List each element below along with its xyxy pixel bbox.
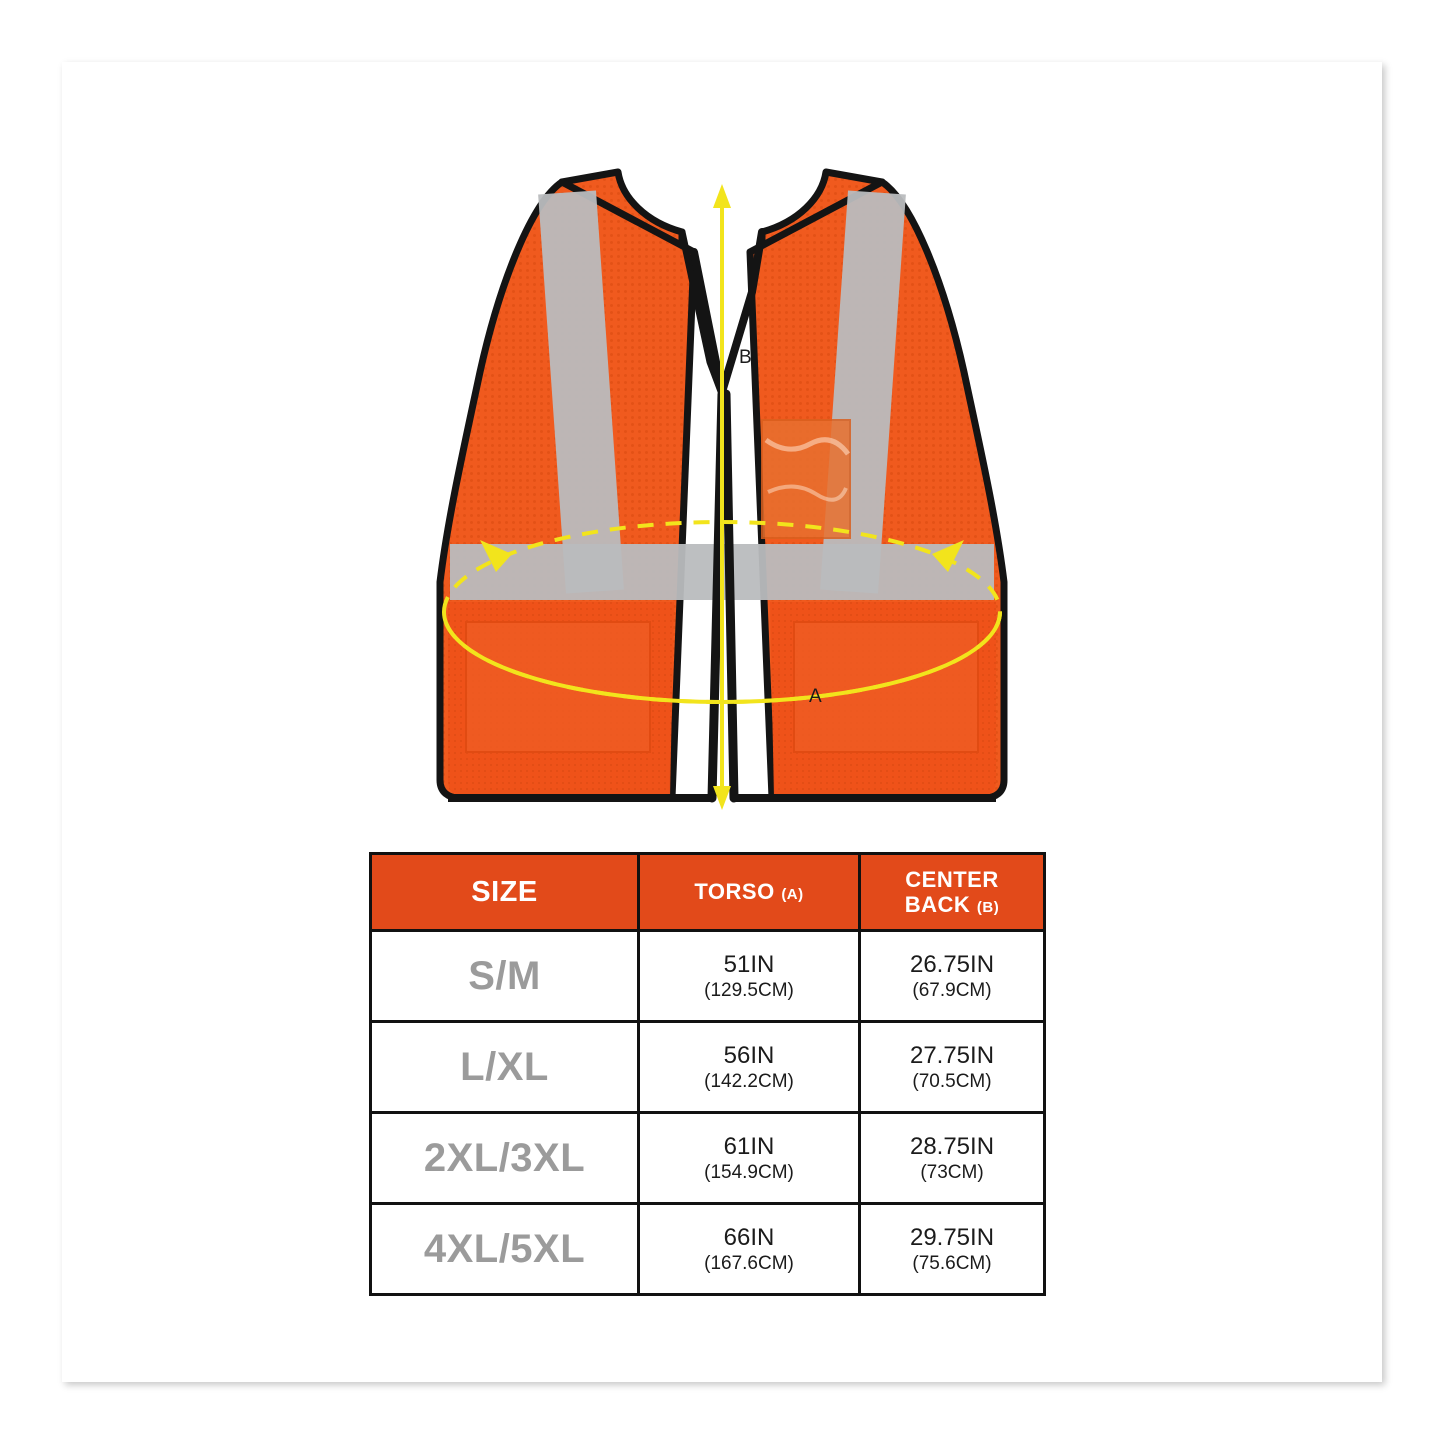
cell-torso xyxy=(639,1204,860,1295)
cell-center-back xyxy=(860,1113,1045,1204)
cell-torso-in: 66IN xyxy=(723,1223,775,1251)
vest-graphic xyxy=(62,162,1382,822)
cell-size: S/M xyxy=(371,931,639,1022)
cell-center-back-in: 28.75IN xyxy=(909,1132,995,1160)
table-row xyxy=(371,931,1045,1022)
id-badge-pocket xyxy=(762,420,850,538)
cell-torso-in: 61IN xyxy=(723,1132,775,1160)
cell-torso xyxy=(639,1113,860,1204)
header-size: SIZE xyxy=(371,854,639,931)
size-chart-table xyxy=(369,852,1046,1296)
vest-illustration xyxy=(62,162,1382,822)
cell-center-back-in: 27.75IN xyxy=(909,1041,995,1069)
table-row xyxy=(371,1204,1045,1295)
cell-center-back-cm: (67.9CM) xyxy=(912,980,992,1002)
table-row xyxy=(371,1022,1045,1113)
cell-torso-in: 51IN xyxy=(723,950,775,978)
cell-torso-in: 56IN xyxy=(723,1041,775,1069)
cell-size: 2XL/3XL xyxy=(371,1113,639,1204)
header-center-back-key: (B) xyxy=(976,899,1000,916)
cell-torso xyxy=(639,931,860,1022)
cell-torso-cm: (142.2CM) xyxy=(704,1071,794,1093)
dimension-label-a: A xyxy=(809,686,822,707)
cell-center-back-cm: (73CM) xyxy=(920,1162,984,1184)
cell-center-back-cm: (75.6CM) xyxy=(912,1253,992,1275)
cell-center-back xyxy=(860,1022,1045,1113)
header-torso-label: TORSO xyxy=(694,879,775,905)
cell-torso-cm: (129.5CM) xyxy=(704,980,794,1002)
cell-center-back-cm: (70.5CM) xyxy=(912,1071,992,1093)
cell-center-back xyxy=(860,1204,1045,1295)
header-torso xyxy=(639,854,860,931)
cell-center-back-in: 29.75IN xyxy=(909,1223,995,1251)
cell-torso-cm: (167.6CM) xyxy=(704,1253,794,1275)
product-image-card xyxy=(62,62,1382,1382)
header-center-back xyxy=(860,854,1045,931)
cell-size: L/XL xyxy=(371,1022,639,1113)
header-center-back-line1: CENTER xyxy=(905,866,999,892)
cell-size: 4XL/5XL xyxy=(371,1204,639,1295)
cell-center-back xyxy=(860,931,1045,1022)
header-torso-key: (A) xyxy=(781,886,804,904)
cell-center-back-in: 26.75IN xyxy=(909,950,995,978)
cell-torso xyxy=(639,1022,860,1113)
dimension-label-b: B xyxy=(739,347,752,368)
table-header-row xyxy=(371,854,1045,931)
cell-torso-cm: (154.9CM) xyxy=(704,1162,794,1184)
table-row xyxy=(371,1113,1045,1204)
header-center-back-line2: BACK xyxy=(904,892,971,917)
